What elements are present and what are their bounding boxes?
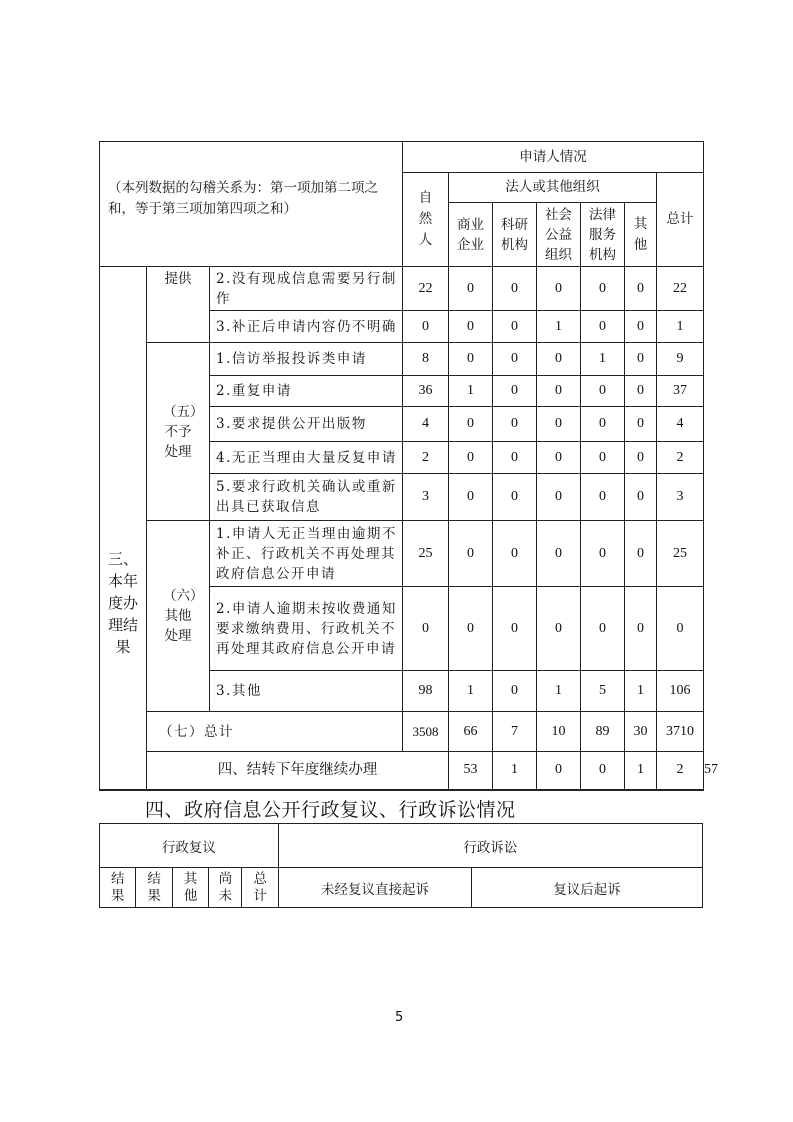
cell-value: 0 <box>449 474 493 521</box>
cell-value: 3 <box>657 474 704 521</box>
cell-value: 0 <box>581 267 625 311</box>
table-row <box>100 343 704 376</box>
cell-value: 0 <box>403 587 449 671</box>
cell-value: 0 <box>537 267 581 311</box>
cell-value: 0 <box>493 521 537 587</box>
cell-value: 0 <box>537 442 581 474</box>
litigation-col-after-review: 复议后起诉 <box>472 868 703 908</box>
table-row <box>100 267 704 311</box>
cell-value: 0 <box>581 376 625 407</box>
group-label-not-process: （五）不予处理 <box>147 343 210 521</box>
review-col-result-2: 结果 <box>136 868 172 908</box>
cell-value: 0 <box>581 442 625 474</box>
cell-value: 0 <box>537 343 581 376</box>
row-label: 2.重复申请 <box>210 376 403 407</box>
cell-value: 98 <box>403 671 449 712</box>
cell-value: 0 <box>449 587 493 671</box>
cell-value: 4 <box>403 407 449 442</box>
header-social-welfare: 社会公益组织 <box>537 203 581 267</box>
cell-value: 0 <box>493 376 537 407</box>
cell-value: 1 <box>537 311 581 343</box>
cell-value: 22 <box>403 267 449 311</box>
cell-value: 0 <box>537 376 581 407</box>
header-admin-litigation: 行政诉讼 <box>278 824 702 868</box>
review-col-pending: 尚未 <box>209 868 242 908</box>
cell-value: 1 <box>493 752 537 790</box>
cell-value: 0 <box>581 752 625 790</box>
cell-value: 0 <box>449 521 493 587</box>
row-label: 3.要求提供公开出版物 <box>210 407 403 442</box>
row-label: （七）总计 <box>147 712 403 752</box>
cell-value: 0 <box>493 474 537 521</box>
cell-value: 0 <box>493 267 537 311</box>
litigation-col-direct: 未经复议直接起诉 <box>278 868 471 908</box>
cell-value: 0 <box>625 407 657 442</box>
row-label: 3.补正后申请内容仍不明确 <box>210 311 403 343</box>
header-other: 其他 <box>625 203 657 267</box>
review-litigation-table <box>99 823 703 908</box>
cell-value: 0 <box>581 521 625 587</box>
row-label: 3.其他 <box>210 671 403 712</box>
cell-value: 37 <box>657 376 704 407</box>
cell-value: 0 <box>493 587 537 671</box>
cell-value: 1 <box>657 311 704 343</box>
cell-value: 0 <box>537 521 581 587</box>
cell-value: 0 <box>449 343 493 376</box>
cell-value: 25 <box>657 521 704 587</box>
cell-value: 3 <box>403 474 449 521</box>
cell-value: 0 <box>625 343 657 376</box>
table-row <box>100 521 704 587</box>
cell-value: 1 <box>537 671 581 712</box>
total-row <box>100 712 704 752</box>
row-label: 1.信访举报投诉类申请 <box>210 343 403 376</box>
cell-value: 0 <box>625 376 657 407</box>
cell-value: 53 <box>449 752 493 790</box>
cell-value: 3508 <box>403 712 449 752</box>
cell-value: 1 <box>449 376 493 407</box>
review-col-total: 总计 <box>242 868 278 908</box>
group-label-other-process: （六）其他处理 <box>147 521 210 712</box>
cell-value: 0 <box>493 442 537 474</box>
header-legal-service: 法律服务机构 <box>581 203 625 267</box>
cell-value: 0 <box>625 587 657 671</box>
row-label: 四、结转下年度继续办理 <box>147 752 449 790</box>
row-label: 1.申请人无正当理由逾期不补正、行政机关不再处理其政府信息公开申请 <box>210 521 403 587</box>
cell-value: 0 <box>537 587 581 671</box>
row-label: 5.要求行政机关确认或重新出具已获取信息 <box>210 474 403 521</box>
cell-value: 0 <box>493 311 537 343</box>
header-legal-person-group: 法人或其他组织 <box>449 173 657 203</box>
cell-value: 2 <box>657 752 704 790</box>
cell-value: 0 <box>537 474 581 521</box>
cell-value: 0 <box>493 343 537 376</box>
cell-value: 22 <box>657 267 704 311</box>
application-results-table <box>99 141 719 791</box>
cell-value: 0 <box>537 407 581 442</box>
cell-value: 0 <box>625 442 657 474</box>
cell-value: 0 <box>625 474 657 521</box>
cell-value: 9 <box>657 343 704 376</box>
cell-value: 2 <box>657 442 704 474</box>
section-four-title: 四、政府信息公开行政复议、行政诉讼情况 <box>145 799 516 821</box>
cell-value: 0 <box>625 267 657 311</box>
cell-value: 2 <box>403 442 449 474</box>
header-research: 科研机构 <box>493 203 537 267</box>
cell-value: 0 <box>581 587 625 671</box>
row-label: 2.申请人逾期未按收费通知要求缴纳费用、行政机关不再处理其政府信息公开申请 <box>210 587 403 671</box>
review-col-result-1: 结果 <box>100 868 136 908</box>
cell-value: 0 <box>581 407 625 442</box>
cell-value: 4 <box>657 407 704 442</box>
header-natural-person: 自然人 <box>403 173 449 267</box>
cell-value: 0 <box>537 752 581 790</box>
header-applicant-situation: 申请人情况 <box>403 142 704 173</box>
cell-value: 0 <box>449 442 493 474</box>
cell-value: 0 <box>449 267 493 311</box>
cell-value: 0 <box>403 311 449 343</box>
section-label-annual-results: 三、本年度办理结果 <box>100 267 147 790</box>
row-label: 4.无正当理由大量反复申请 <box>210 442 403 474</box>
cell-value: 66 <box>449 712 493 752</box>
cell-value: 0 <box>581 311 625 343</box>
cell-value: 1 <box>625 671 657 712</box>
cell-value: 10 <box>537 712 581 752</box>
cell-value: 0 <box>493 407 537 442</box>
cell-value: 0 <box>581 474 625 521</box>
cell-value: 1 <box>625 752 657 790</box>
cell-value: 0 <box>449 407 493 442</box>
cell-value: 0 <box>493 671 537 712</box>
cell-value: 0 <box>657 587 704 671</box>
header-commercial: 商业企业 <box>449 203 493 267</box>
header-admin-review: 行政复议 <box>100 824 279 868</box>
cell-value: 89 <box>581 712 625 752</box>
group-label-cannot-provide: 提供 <box>147 267 210 343</box>
row-label: 2.没有现成信息需要另行制作 <box>210 267 403 311</box>
header-total: 总计 <box>657 173 704 267</box>
cell-value: 30 <box>625 712 657 752</box>
cell-value: 7 <box>493 712 537 752</box>
cell-value: 25 <box>403 521 449 587</box>
cell-value: 3710 <box>657 712 704 752</box>
cell-value: 36 <box>403 376 449 407</box>
page-number: 5 <box>395 1010 404 1025</box>
reconciliation-note: （本列数据的勾稽关系为：第一项加第二项之和，等于第三项加第四项之和） <box>100 142 403 267</box>
carryover-row: 四、结转下年度继续办理 53 1 0 0 1 2 57 <box>100 752 704 790</box>
cell-value: 5 <box>581 671 625 712</box>
cell-value: 1 <box>449 671 493 712</box>
cell-value: 0 <box>449 311 493 343</box>
cell-value: 106 <box>657 671 704 712</box>
cell-value: 1 <box>581 343 625 376</box>
cell-value: 8 <box>403 343 449 376</box>
cell-value: 0 <box>625 521 657 587</box>
cell-value: 0 <box>625 311 657 343</box>
review-col-other: 其他 <box>172 868 208 908</box>
